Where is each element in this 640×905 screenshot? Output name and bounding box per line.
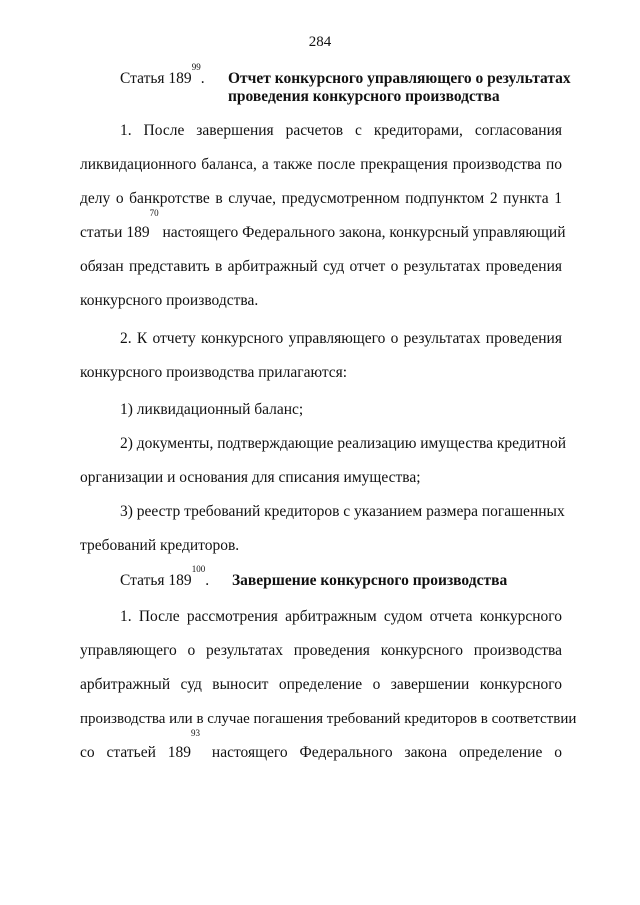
list-items: 1) ликвидационный баланс; 2) документы, подтверждающие реализацию имущества кредитной организации и основания для списания имущества; 3) реестр требований кредиторов с указанием размера погашенных требований кредиторов. [80,393,562,563]
article-title: Отчет конкурсного управляющего о результатах проведения конкурсного производства [228,70,571,105]
list-item: 1) ликвидационный баланс; [120,401,304,418]
article-label: Статья $189^{99}$. [120,62,205,87]
line-with-superscript: статьи $189^{70}$ настоящего Федерального закона, конкурсный управляющий [80,208,566,241]
paragraph-3: 1. После рассмотрения арбитражным судом отчета конкурсного управляющего о результатах проведения конкурсного производства арбитражный суд выносит определение о завершении конкурсного производства или в случае погашения требований кредиторов в соответствии со статьей $189^{93}$ настоящего Федерального закона определение о [80,600,562,770]
page-number: 284 [308,34,332,50]
article-label: Статья $189^{100}$. [120,564,210,589]
line-with-superscript: со статьей $189^{93}$ настоящего Федерального закона определение о [80,728,562,761]
article-title: Завершение конкурсного производства [232,572,508,589]
list-item: 2) документы, подтверждающие реализацию имущества кредитной [120,435,567,452]
paragraph-1: 1. После завершения расчетов с кредиторами, согласования ликвидационного баланса, а также после прекращения производства по делу о банкротстве в случае, предусмотренном подпунктом 2 пункта 1 статьи $189^{70}$ настоящего Федерального закона, конкурсный управляющий обязан представить в арбитражный суд отчет о результатах проведения конкурсного производства. [80,122,566,309]
paragraph-2: 2. К отчету конкурсного управляющего о результатах проведения конкурсного производства прилагаются: [80,330,562,381]
list-item: 3) реестр требований кредиторов с указанием размера погашенных [120,503,565,520]
